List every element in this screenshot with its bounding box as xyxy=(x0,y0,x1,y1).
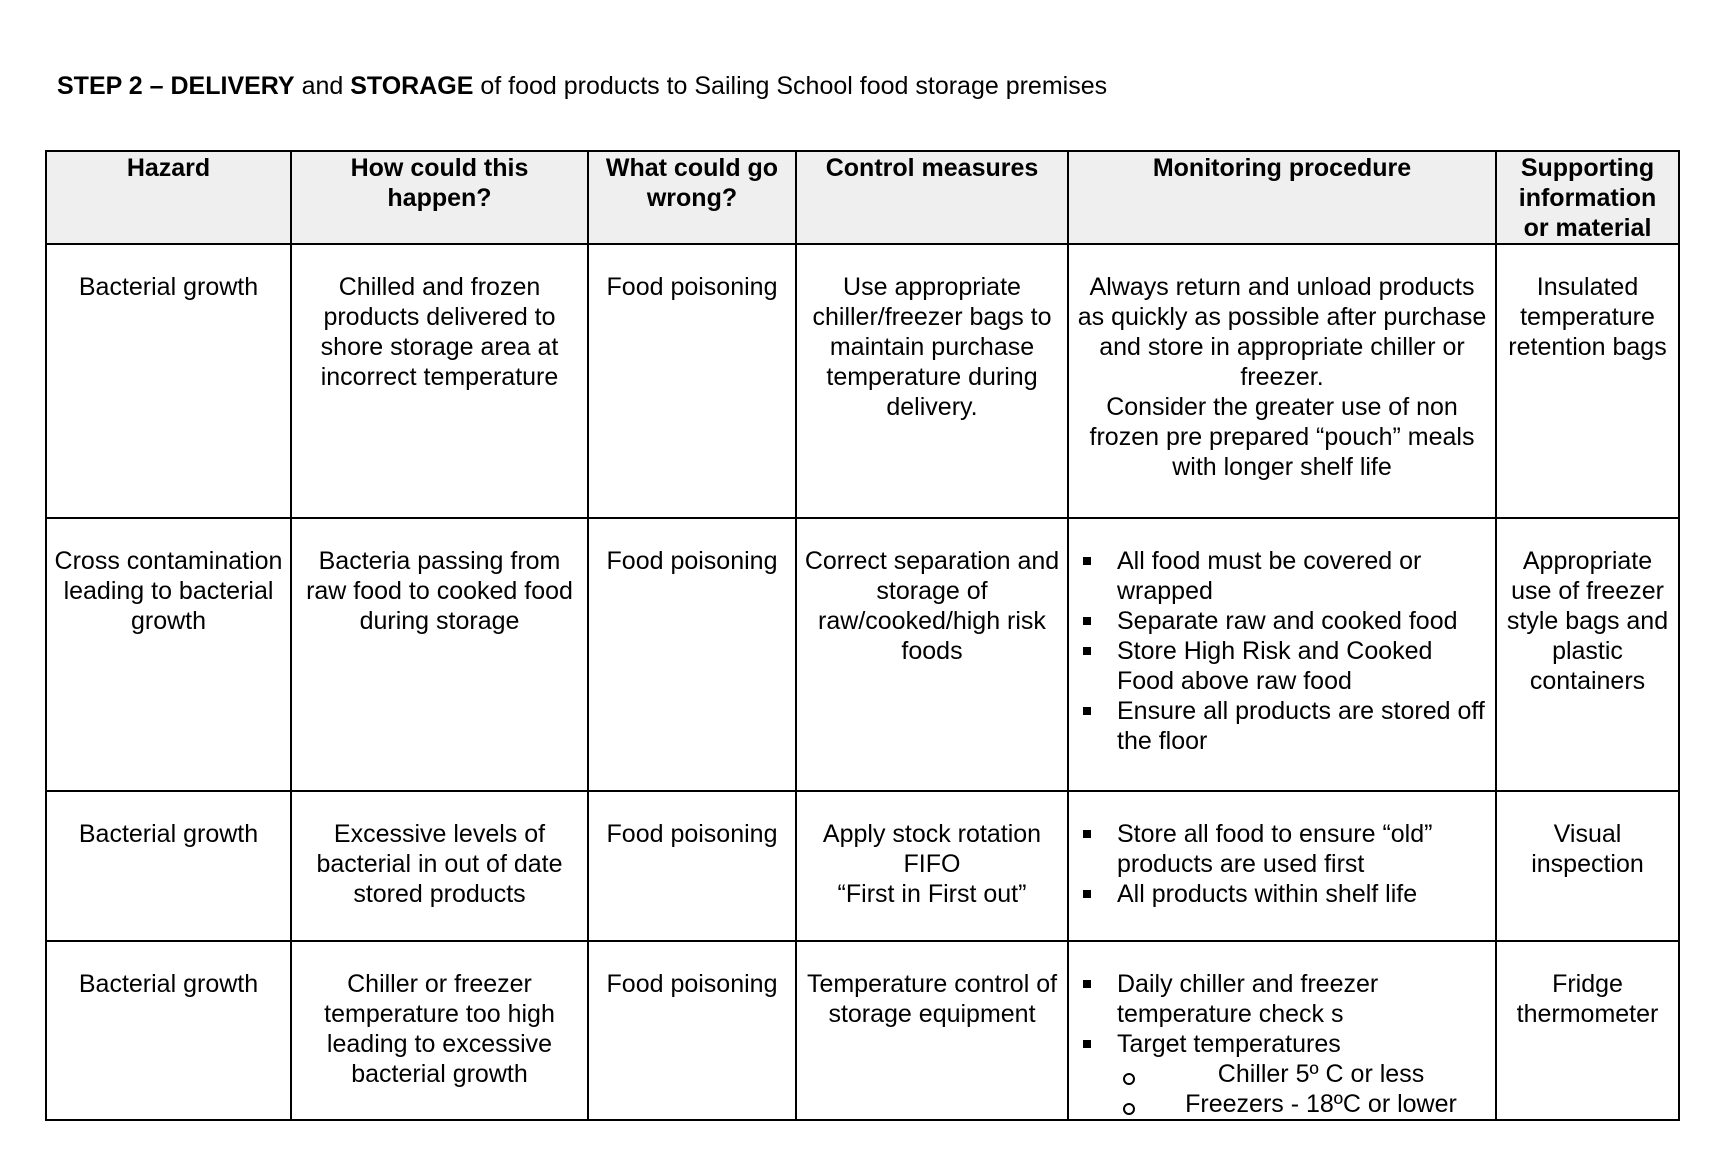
monitoring-bullet-list xyxy=(1075,819,1489,909)
heading-storage: STORAGE xyxy=(350,72,474,100)
cell-hazard: Bacterial growth xyxy=(46,791,291,941)
cell-how: Chilled and frozen products delivered to shore storage area at incorrect temperature xyxy=(291,244,588,518)
header-control: Control measures xyxy=(796,151,1068,244)
table-row xyxy=(46,941,1679,1120)
bullet-item: Store High Risk and Cooked Food above raw food xyxy=(1075,636,1489,696)
hazard-table xyxy=(45,150,1680,1121)
page-heading xyxy=(57,70,1107,102)
bullet-item: All food must be covered or wrapped xyxy=(1075,546,1489,606)
cell-monitoring xyxy=(1068,518,1496,791)
table-row xyxy=(46,518,1679,791)
bullet-item: Separate raw and cooked food xyxy=(1075,606,1489,636)
bullet-item: Ensure all products are stored off the floor xyxy=(1075,696,1489,756)
monitoring-bullet-list xyxy=(1075,969,1489,1059)
heading-delivery: DELIVERY xyxy=(170,72,295,100)
cell-supporting: Insulated temperature retention bags xyxy=(1496,244,1679,518)
header-how: How could this happen? xyxy=(291,151,588,244)
bullet-item xyxy=(1075,1029,1489,1059)
table-row xyxy=(46,244,1679,518)
cell-control: Temperature control of storage equipment xyxy=(796,941,1068,1120)
cell-how: Bacteria passing from raw food to cooked food during storage xyxy=(291,518,588,791)
table-row xyxy=(46,791,1679,941)
cell-supporting: Appropriate use of freezer style bags and plastic containers xyxy=(1496,518,1679,791)
cell-hazard: Cross contamination leading to bacterial growth xyxy=(46,518,291,791)
cell-monitoring xyxy=(1068,791,1496,941)
cell-control: Apply stock rotation FIFO “First in First out” xyxy=(796,791,1068,941)
sub-bullet-item: Freezers - 18ºC or lower xyxy=(1075,1089,1489,1119)
cell-control: Use appropriate chiller/freezer bags to maintain purchase temperature during delivery. xyxy=(796,244,1068,518)
monitoring-sub-list xyxy=(1075,1059,1489,1119)
cell-wrong: Food poisoning xyxy=(588,791,796,941)
cell-wrong: Food poisoning xyxy=(588,244,796,518)
cell-wrong: Food poisoning xyxy=(588,941,796,1120)
bullet-item: Store all food to ensure “old” products are used first xyxy=(1075,819,1489,879)
header-supporting: Supporting information or material xyxy=(1496,151,1679,244)
bullet-item: Daily chiller and freezer temperature check s xyxy=(1075,969,1489,1029)
cell-supporting: Visual inspection xyxy=(1496,791,1679,941)
table-header-row xyxy=(46,151,1679,244)
heading-and: and xyxy=(301,72,344,100)
heading-step: STEP 2 – xyxy=(57,72,164,100)
header-hazard: Hazard xyxy=(46,151,291,244)
bullet-item: All products within shelf life xyxy=(1075,879,1489,909)
cell-how: Excessive levels of bacterial in out of date stored products xyxy=(291,791,588,941)
heading-rest: of food products to Sailing School food storage premises xyxy=(480,72,1108,100)
sub-bullet-item: Chiller 5º C or less xyxy=(1075,1059,1489,1089)
cell-control: Correct separation and storage of raw/cooked/high risk foods xyxy=(796,518,1068,791)
cell-monitoring: Always return and unload products as quickly as possible after purchase and store in appropriate chiller or freezer. Consider the greater use of non frozen pre prepared “pouch” meals with longer shelf life xyxy=(1068,244,1496,518)
monitoring-bullet-list xyxy=(1075,546,1489,756)
bullet-item-text: Target temperatures xyxy=(1117,1030,1341,1058)
cell-wrong: Food poisoning xyxy=(588,518,796,791)
cell-how: Chiller or freezer temperature too high leading to excessive bacterial growth xyxy=(291,941,588,1120)
header-wrong: What could go wrong? xyxy=(588,151,796,244)
cell-hazard: Bacterial growth xyxy=(46,941,291,1120)
cell-hazard: Bacterial growth xyxy=(46,244,291,518)
cell-supporting: Fridge thermometer xyxy=(1496,941,1679,1120)
cell-monitoring xyxy=(1068,941,1496,1120)
header-monitoring: Monitoring procedure xyxy=(1068,151,1496,244)
